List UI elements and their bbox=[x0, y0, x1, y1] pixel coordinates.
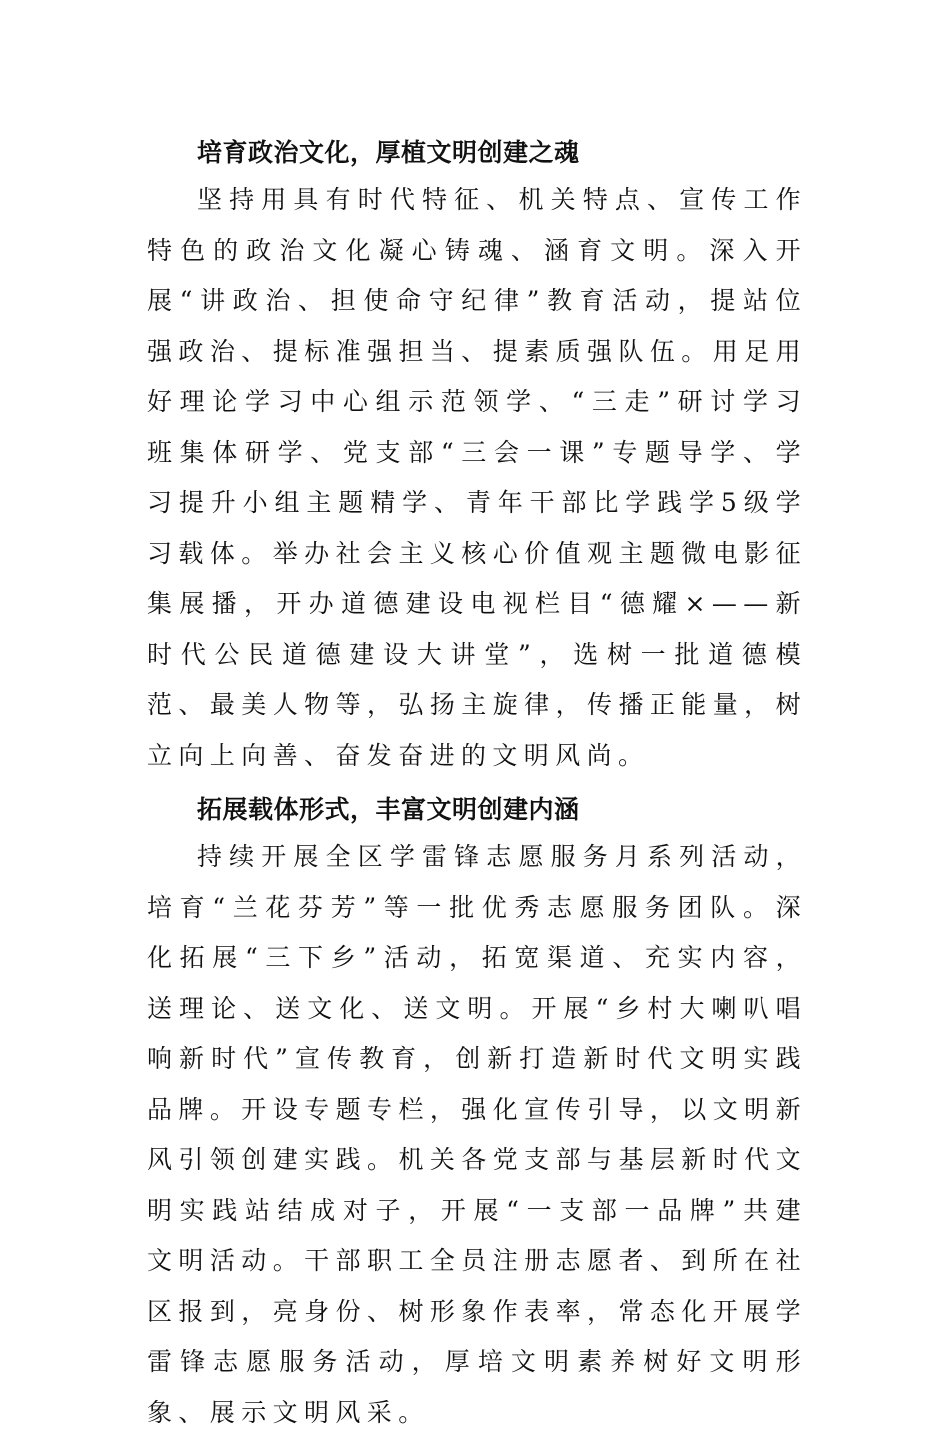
section-heading: 拓展载体形式，丰富文明创建内涵 bbox=[197, 795, 580, 824]
document-content bbox=[147, 134, 807, 1438]
section-heading: 培育政治文化，厚植文明创建之魂 bbox=[197, 138, 580, 167]
section-political-culture bbox=[147, 134, 807, 781]
section-paragraph: 坚持用具有时代特征、机关特点、宣传工作特色的政治文化凝心铸魂、涵育文明。深入开展“讲政治、担使命守纪律”教育活动，提站位强政治、提标准强担当、提素质强队伍。用足用好理论学习中心组示范领学、“三走”研讨学习班集体研学、党支部“三会一课”专题导学、学习提升小组主题精学、青年干部比学践学5级学习载体。举办社会主义核心价值观主题微电影征集展播，开办道德建设电视栏目“德耀×——新时代公民道德建设大讲堂”，选树一批道德模范、最美人物等，弘扬主旋律，传播正能量，树立向上向善、奋发奋进的文明风尚。 bbox=[147, 185, 807, 770]
section-expand-carriers bbox=[147, 791, 807, 1438]
section-paragraph: 持续开展全区学雷锋志愿服务月系列活动，培育“兰花芬芳”等一批优秀志愿服务团队。深化拓展“三下乡”活动，拓宽渠道、充实内容，送理论、送文化、送文明。开展“乡村大喇叭唱响新时代”宣传教育，创新打造新时代文明实践品牌。开设专题专栏，强化宣传引导，以文明新风引领创建实践。机关各党支部与基层新时代文明实践站结成对子，开展“一支部一品牌”共建文明活动。干部职工全员注册志愿者、到所在社区报到，亮身份、树形象作表率，常态化开展学雷锋志愿服务活动，厚培文明素养树好文明形象、展示文明风采。 bbox=[147, 842, 807, 1427]
